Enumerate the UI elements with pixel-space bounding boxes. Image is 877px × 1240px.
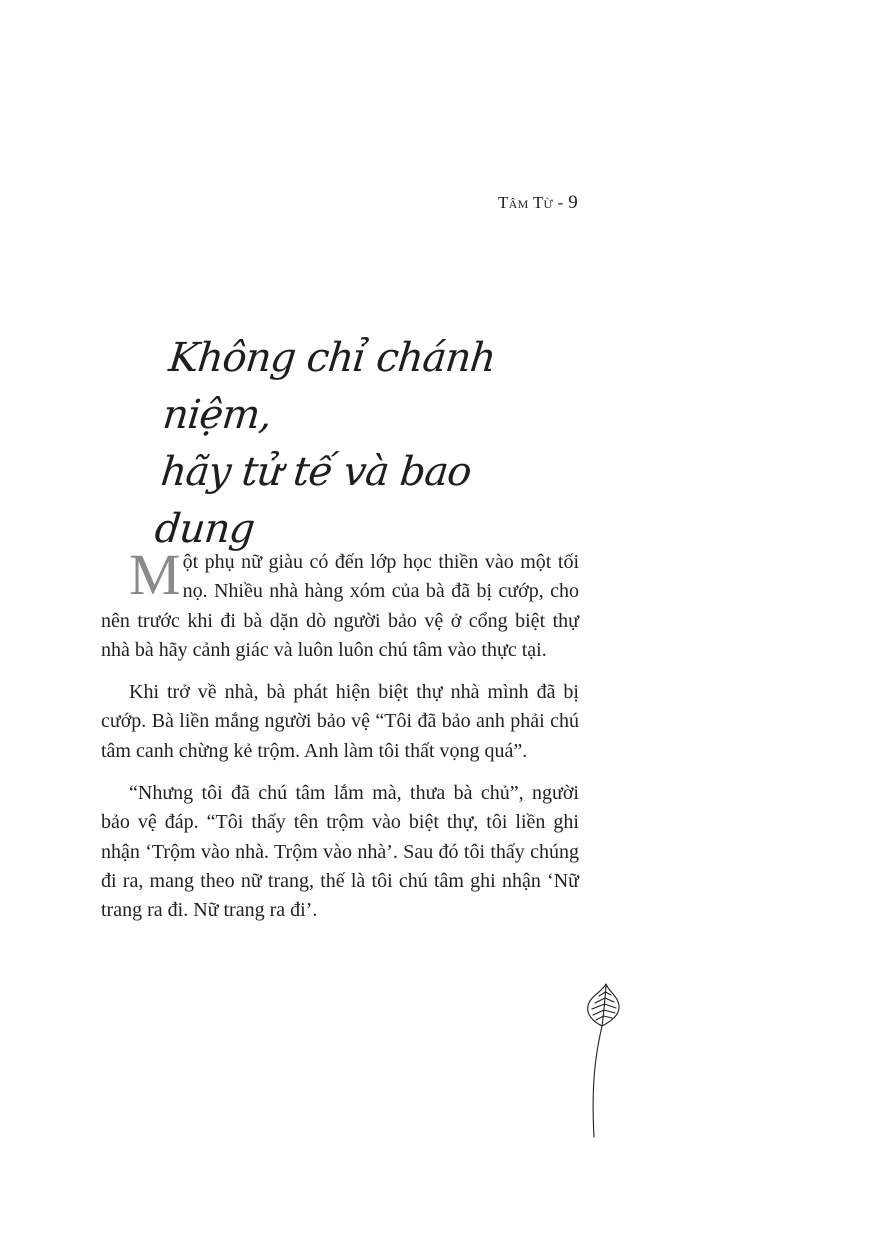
- paragraph-1: [101, 542, 579, 665]
- chapter-title-line2: hãy tử tế và bao dung: [152, 449, 474, 552]
- header-separator: -: [553, 193, 569, 212]
- paragraph-3: “Nhưng tôi đã chú tâm lắm mà, thưa bà chủ”, người bảo vệ đáp. “Tôi thấy tên trộm vào biệt thự, tôi liền ghi nhận ‘Trộm vào nhà. Trộm vào nhà’. Sau đó tôi thấy chúng đi ra, mang theo nữ trang, thế là tôi chú tâm ghi nhận ‘Nữ trang ra đi. Nữ trang ra đi’.: [101, 782, 579, 922]
- body-text: [101, 542, 579, 939]
- paragraph-1-text: ột phụ nữ giàu có đến lớp học thiền vào một tối nọ. Nhiều nhà hàng xóm của bà đã bị cướp, cho nên trước khi đi bà dặn dò người bảo vệ ở cổng biệt thự nhà bà hãy cảnh giác và luôn luôn chú tâm vào thực tại.: [101, 551, 579, 661]
- book-title-initial: T: [497, 193, 509, 212]
- running-header: [440, 192, 578, 214]
- page-number: 9: [568, 192, 578, 213]
- book-title-rest: âm Từ: [508, 193, 554, 212]
- bodhi-leaf-icon: [580, 982, 630, 1142]
- chapter-title: [138, 330, 582, 558]
- book-title: [498, 193, 553, 212]
- chapter-title-line1: Không chỉ chánh niệm,: [160, 335, 498, 438]
- paragraph-2: Khi trở về nhà, bà phát hiện biệt thự nhà mình đã bị cướp. Bà liền mắng người bảo vệ “Tôi đã bảo anh phải chú tâm canh chừng kẻ trộm. Anh làm tôi thất vọng quá”.: [101, 681, 579, 762]
- drop-cap: M: [129, 542, 181, 607]
